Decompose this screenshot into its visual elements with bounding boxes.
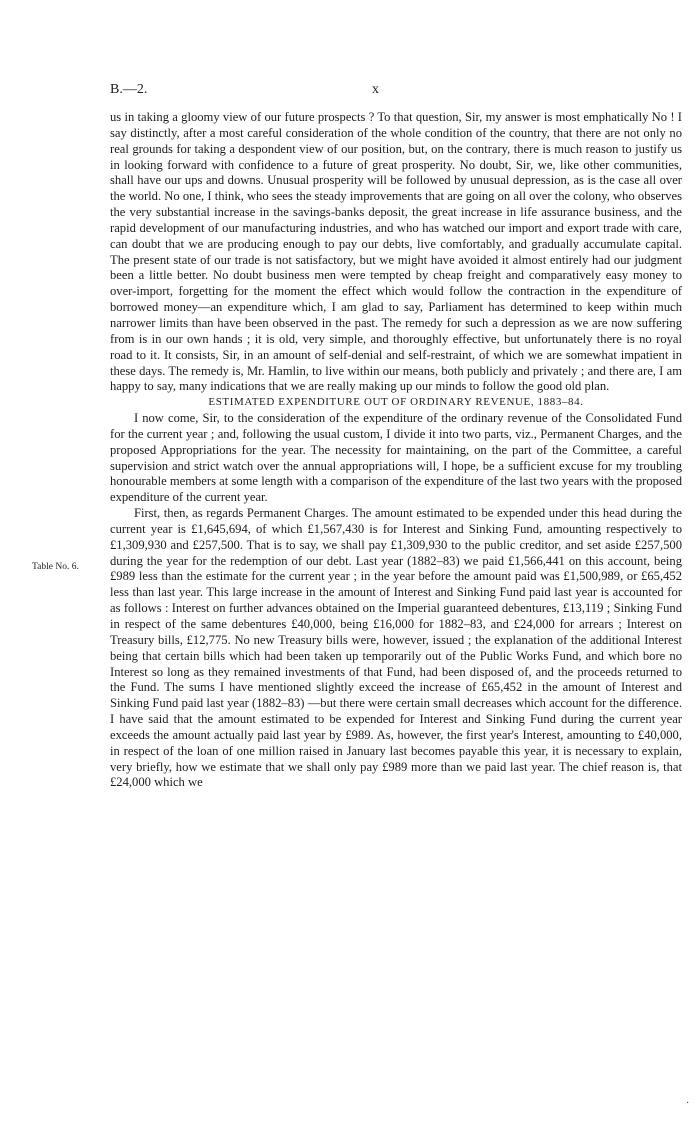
margin-note-table-ref: Table No. 6. — [32, 562, 79, 572]
edge-mark: · — [686, 1098, 690, 1109]
paragraph-permanent-charges: First, then, as regards Permanent Charges. The amount estimated to be expended under this head during the current year is £1,645,694, of which £1,567,430 is for Interest and Sinking Fund, amounting respectively to £1,309,930 and £257,500. That is to say, we shall pay £1,309,930 to the public creditor, and set aside £257,500 during the year for the redemption of our debt. Last year (1882–83) we paid £1,566,441 on this account, being £989 less than the estimate for the current year ; in the year before the amount paid was £1,500,989, or £65,452 less than last year. This large increase in the amount of Interest and Sinking Fund paid last year is accounted for as follows : Interest on further advances obtained on the Imperial guaranteed debentures, £13,119 ; Sinking Fund in respect of the same debentures £40,000, being £16,000 for 1882–83, and £24,000 for arrears ; Interest on Treasury bills, £12,775. No new Treasury bills were, however, issued ; the explanation of the additional Interest being that certain bills which had been taken up temporarily out of the Public Works Fund, and which bore no Interest so long as they remained investments of that Fund, had been disposed of, and the proceeds returned to the Fund. The sums I have mentioned slightly exceed the increase of £65,452 in the amount of Interest and Sinking Fund paid last year (1882–83) —but there were certain small decreases which account for the difference. I have said that the amount estimated to be expended for Interest and Sinking Fund during the current year exceeds the amount actually paid last year by £989. As, however, the first year's Interest, amounting to £40,000, in respect of the loan of one million raised in January last becomes payable this year, it is necessary to explain, very briefly, how we estimate that we shall only pay £989 more than we paid last year. The chief reason is, that £24,000 which we — [110, 506, 682, 790]
section-heading: ESTIMATED EXPENDITURE OUT OF ORDINARY REVENUE, 1883–84. — [208, 396, 584, 409]
body-text — [110, 110, 682, 791]
paragraph-expenditure-intro: I now come, Sir, to the consideration of the expenditure of the ordinary revenue of the Consolidated Fund for the current year ; and, following the usual custom, I divide it into two parts, viz., Permanent Charges, and the proposed Appropriations for the year. The necessity for maintaining, on the part of the Committee, a careful supervision and strict watch over the annual appropriations will, I hope, be a sufficient excuse for my troubling honourable members at some length with a comparison of the expenditure of the last two years with the proposed expenditure of the current year. — [110, 411, 682, 505]
running-header — [110, 82, 610, 102]
paragraph-prospects: us in taking a gloomy view of our future prospects ? To that question, Sir, my answer is most emphatically No ! I say distinctly, after a most careful consideration of the whole condition of the country, that there are not only no real grounds for taking a despondent view of our position, but, on the contrary, there is much reason to justify us in looking forward with confidence to a future of great prosperity. No doubt, Sir, we, like other communities, shall have our ups and downs. Unusual prosperity will be followed by unusual depression, as is the case all over the world. No one, I think, who sees the steady improvements that are going on all over the colony, who observes the very substantial increase in the savings-banks deposit, the great increase in life assurance business, and the rapid development of our manufacturing industries, and who has watched our import and export trade with care, can doubt that we are producing enough to pay our debts, live comfortably, and gradually accumulate capital. The present state of our trade is not satisfactory, but we might have avoided it almost entirely had our judgment been a little better. No doubt business men were tempted by cheap freight and comparatively easy money to over-import, forgetting for the moment the effect which would follow the contraction in the expenditure of borrowed money—an expenditure which, I am glad to say, Parliament has determined to keep within much narrower limits than have been observed in the past. The remedy for such a depression as we are now suffering from is in our own hands ; it is old, very simple, and thoroughly effective, but unfortunately there is no royal road to it. It consists, Sir, in an amount of self-denial and self-restraint, of which we are somewhat impatient in these days. The remedy is, Mr. Hamlin, to live within our means, both publicly and privately ; and there are, I am happy to say, many indications that we are really making up our minds to follow the good old plan. — [110, 110, 682, 394]
document-reference: B.—2. — [110, 82, 148, 97]
page-number: x — [372, 82, 379, 97]
